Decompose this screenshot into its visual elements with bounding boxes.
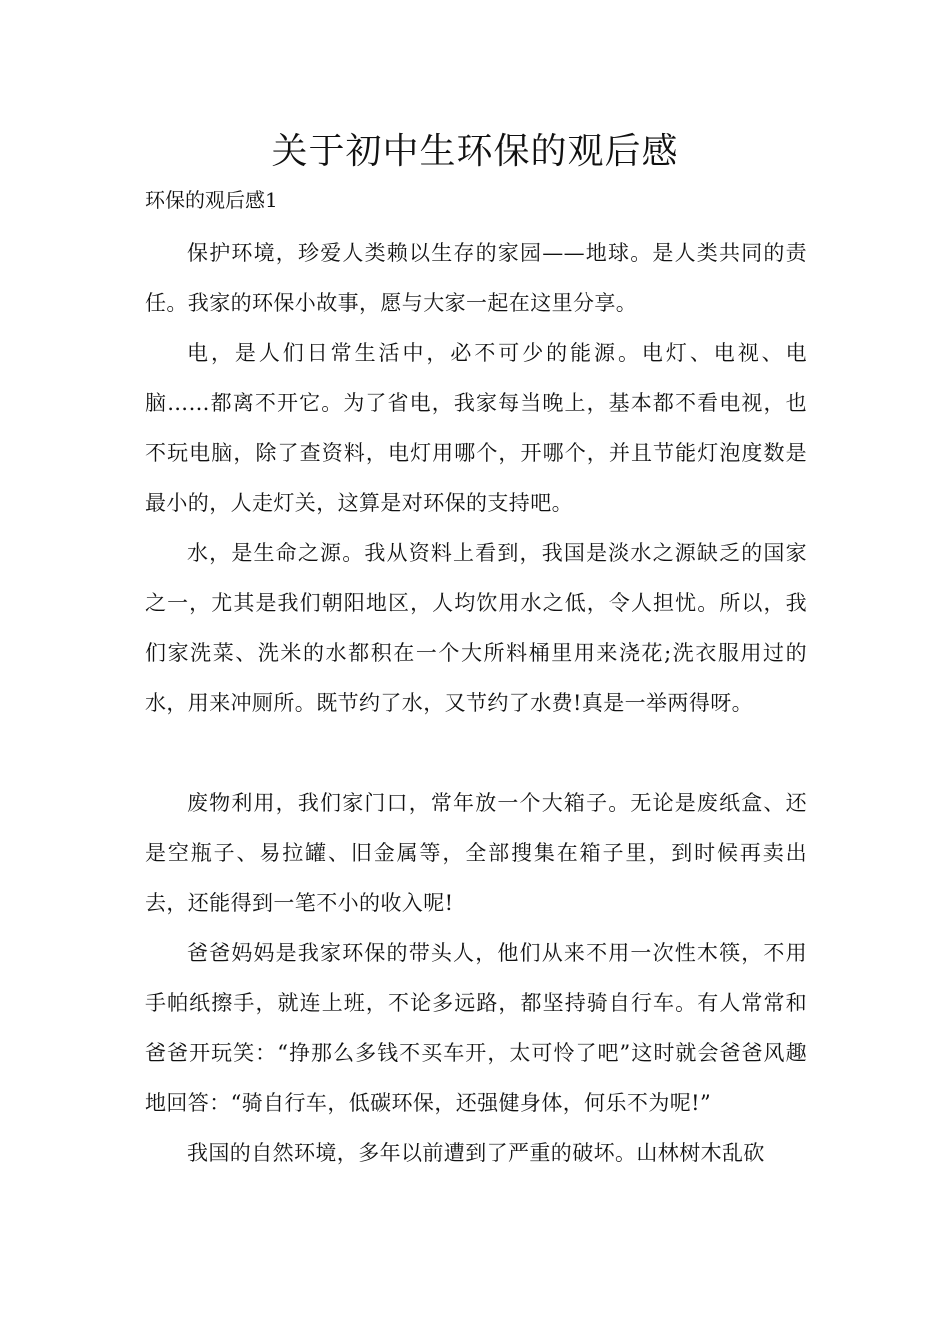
- paragraph-recycling: 废物利用，我们家门口，常年放一个大箱子。无论是废纸盒、还是空瓶子、易拉罐、旧金属等，全部搜集在箱子里，到时候再卖出去，还能得到一笔不小的收入呢!: [145, 791, 807, 915]
- page-title: 关于初中生环保的观后感: [271, 131, 679, 172]
- section-heading: 环保的观后感1: [145, 188, 278, 212]
- paragraph-water: 水，是生命之源。我从资料上看到，我国是淡水之源缺乏的国家之一，尤其是我们朝阳地区，人均饮用水之低，令人担忧。所以，我们家洗菜、洗米的水都积在一个大所料桶里用来浇花;洗衣服用过的水，用来冲厕所。既节约了水，又节约了水费!真是一举两得呀。: [145, 541, 807, 715]
- paragraph-electricity: 电，是人们日常生活中，必不可少的能源。电灯、电视、电脑……都离不开它。为了省电，我家每当晚上，基本都不看电视，也不玩电脑，除了查资料，电灯用哪个，开哪个，并且节能灯泡度数是最小的，人走灯关，这算是对环保的支持吧。: [145, 341, 807, 515]
- paragraph-spacer: [145, 728, 807, 778]
- paragraph-nature: 我国的自然环境，多年以前遭到了严重的破坏。山林树木乱砍: [187, 1141, 765, 1165]
- document-body: [145, 228, 807, 1178]
- paragraph-intro: 保护环境，珍爱人类赖以生存的家园——地球。是人类共同的责任。我家的环保小故事，愿与大家一起在这里分享。: [145, 241, 807, 315]
- paragraph-parents: 爸爸妈妈是我家环保的带头人，他们从来不用一次性木筷，不用手帕纸擦手，就连上班，不论多远路，都坚持骑自行车。有人常常和爸爸开玩笑：“挣那么多钱不买车开，太可怜了吧”这时就会爸爸风趣地回答：“骑自行车，低碳环保，还强健身体，何乐不为呢!”: [145, 941, 807, 1115]
